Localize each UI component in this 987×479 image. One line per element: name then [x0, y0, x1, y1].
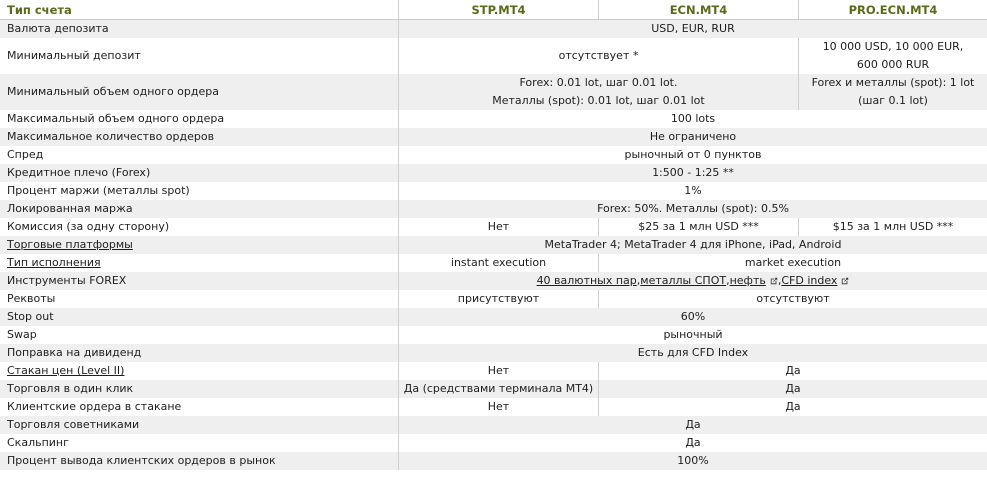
row-dividend — [0, 344, 987, 362]
row-label: Инструменты FOREX — [7, 274, 127, 287]
row-value-links — [398, 272, 987, 290]
header-stp: STP.MT4 — [398, 0, 598, 19]
row-margin-percent — [0, 182, 987, 200]
row-value: рыночный от 0 пунктов — [398, 146, 987, 164]
value-line: Forex: 0.01 lot, шаг 0.01 lot. — [519, 76, 678, 89]
row-label: Торговля в один клик — [7, 382, 134, 395]
row-label: Поправка на дивиденд — [7, 346, 142, 359]
row-value-ecn: $25 за 1 млн USD *** — [598, 218, 798, 236]
row-value-stp: instant execution — [398, 254, 598, 272]
row-label: Скальпинг — [7, 436, 69, 449]
row-value: 100% — [398, 452, 987, 470]
row-min-deposit — [0, 38, 987, 74]
row-one-click — [0, 380, 987, 398]
row-value: MetaTrader 4; MetaTrader 4 для iPhone, iPad, Android — [398, 236, 987, 254]
row-value: 60% — [398, 308, 987, 326]
oil-link[interactable]: нефть — [729, 274, 766, 287]
row-value-stp-ecn: отсутствует * — [398, 38, 798, 74]
external-link-icon[interactable] — [770, 277, 778, 285]
row-advisors — [0, 416, 987, 434]
row-value: USD, EUR, RUR — [398, 20, 987, 38]
row-value-stp: Нет — [398, 362, 598, 380]
execution-type-link[interactable]: Тип исполнения — [7, 256, 101, 269]
row-value: рыночный — [398, 326, 987, 344]
row-label: Валюта депозита — [7, 22, 109, 35]
row-value-pro — [798, 38, 987, 74]
row-value-ecn-pro: Да — [598, 362, 987, 380]
row-label: Процент вывода клиентских ордеров в рынок — [7, 454, 276, 467]
row-label: Кредитное плечо (Forex) — [7, 166, 151, 179]
row-value-pro: $15 за 1 млн USD *** — [798, 218, 987, 236]
row-platforms — [0, 236, 987, 254]
value-line: 10 000 USD, 10 000 EUR, — [822, 40, 964, 53]
separator: , — [636, 274, 641, 287]
row-commission — [0, 218, 987, 236]
row-value-stp: Да (средствами терминала МТ4) — [398, 380, 598, 398]
row-spread — [0, 146, 987, 164]
row-label: Процент маржи (металлы spot) — [7, 184, 190, 197]
row-value: Forex: 50%. Металлы (spot): 0.5% — [398, 200, 987, 218]
row-label: Stop out — [7, 310, 54, 323]
row-label-link — [0, 236, 398, 254]
row-value-stp: присутствуют — [398, 290, 598, 308]
row-stop-out — [0, 308, 987, 326]
row-value: Есть для CFD Index — [398, 344, 987, 362]
separator: , — [777, 274, 782, 287]
row-label: Торговля советниками — [7, 418, 140, 431]
row-label-link — [0, 362, 398, 380]
currency-pairs-link[interactable]: 40 валютных пар — [536, 274, 637, 287]
row-leverage — [0, 164, 987, 182]
spot-metals-link[interactable]: металлы СПОТ — [640, 274, 727, 287]
table-header-row — [0, 0, 987, 20]
level2-link[interactable]: Стакан цен (Level II) — [7, 364, 125, 377]
row-label: Максимальное количество ордеров — [7, 130, 215, 143]
row-execution — [0, 254, 987, 272]
row-value-ecn-pro: отсутствуют — [598, 290, 987, 308]
cfd-index-link[interactable]: CFD index — [781, 274, 838, 287]
row-label: Реквоты — [7, 292, 56, 305]
value-line: (шаг 0.1 lot) — [858, 94, 928, 107]
row-value: 100 lots — [398, 110, 987, 128]
external-link-icon[interactable] — [841, 277, 849, 285]
row-scalping — [0, 434, 987, 452]
row-value: Да — [398, 434, 987, 452]
row-min-volume — [0, 74, 987, 110]
row-value-ecn-pro: Да — [598, 380, 987, 398]
row-value-stp-ecn — [398, 74, 798, 110]
row-value-pro — [798, 74, 987, 110]
header-pro: PRO.ECN.MT4 — [798, 0, 987, 19]
row-value: 1:500 - 1:25 ** — [398, 164, 987, 182]
platforms-link[interactable]: Торговые платформы — [7, 238, 133, 251]
row-label: Локированная маржа — [7, 202, 133, 215]
row-value: Да — [398, 416, 987, 434]
row-value-ecn-pro: market execution — [598, 254, 987, 272]
row-withdrawal — [0, 452, 987, 470]
row-label: Комиссия (за одну сторону) — [7, 220, 170, 233]
separator: , — [726, 274, 730, 287]
header-label: Тип счета — [7, 2, 72, 17]
row-max-volume — [0, 110, 987, 128]
row-value-stp: Нет — [398, 218, 598, 236]
row-client-orders — [0, 398, 987, 416]
row-value: 1% — [398, 182, 987, 200]
value-line: 600 000 RUR — [856, 58, 930, 71]
row-value-ecn-pro: Да — [598, 398, 987, 416]
row-label: Минимальный объем одного ордера — [7, 85, 219, 98]
row-value: Не ограничено — [398, 128, 987, 146]
row-max-orders — [0, 128, 987, 146]
row-level2 — [0, 362, 987, 380]
row-label: Клиентские ордера в стакане — [7, 400, 182, 413]
row-instruments — [0, 272, 987, 290]
row-label: Минимальный депозит — [7, 49, 141, 62]
row-requotes — [0, 290, 987, 308]
row-label: Спред — [7, 148, 44, 161]
header-ecn: ECN.MT4 — [598, 0, 798, 19]
row-label: Максимальный объем одного ордера — [7, 112, 225, 125]
row-currency — [0, 20, 987, 38]
row-swap — [0, 326, 987, 344]
row-label: Swap — [7, 328, 37, 341]
row-value-stp: Нет — [398, 398, 598, 416]
value-line: Металлы (spot): 0.01 lot, шаг 0.01 lot — [492, 94, 705, 107]
row-locked-margin — [0, 200, 987, 218]
row-label-link — [0, 254, 398, 272]
value-line: Forex и металлы (spot): 1 lot — [811, 76, 975, 89]
